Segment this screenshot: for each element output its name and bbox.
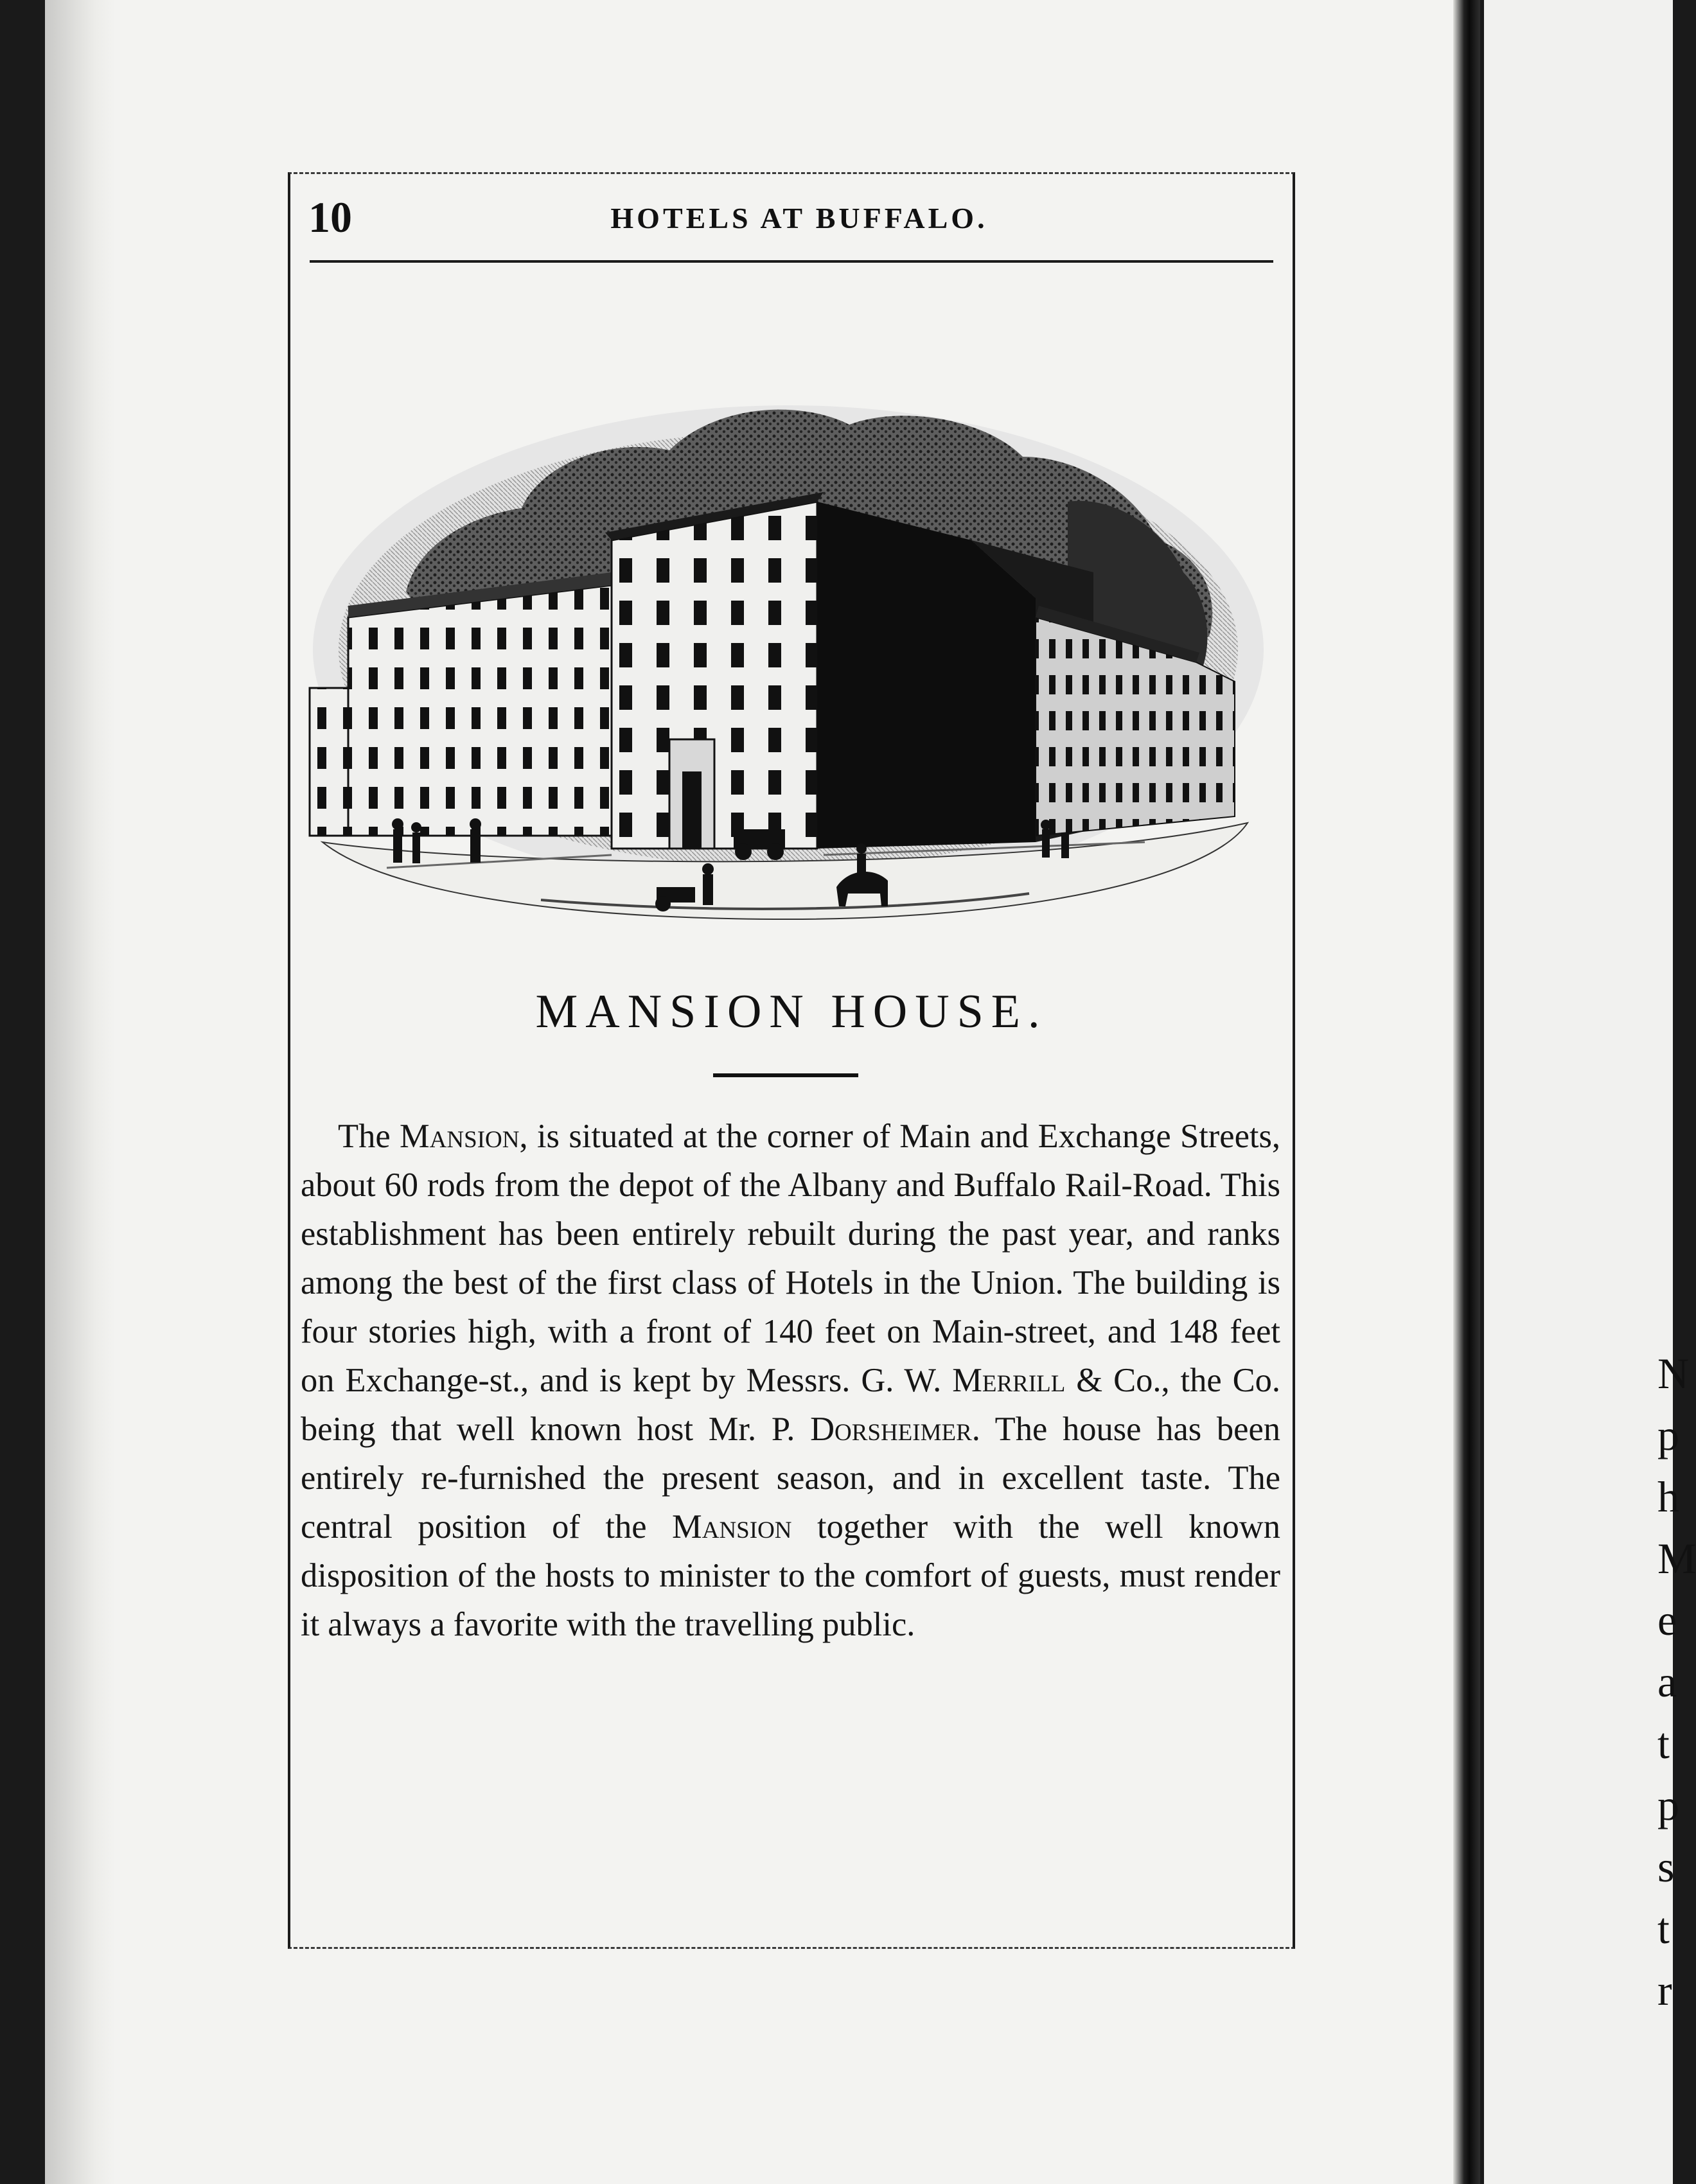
adjacent-letter: s: [1657, 1842, 1675, 1891]
section-title: MANSION HOUSE.: [535, 985, 1048, 1038]
header-rule: [310, 260, 1273, 263]
adjacent-letter: h: [1657, 1472, 1679, 1521]
running-head: [298, 192, 1281, 250]
adjacent-letter: N: [1657, 1349, 1690, 1398]
mansion-house-engraving: [310, 380, 1267, 919]
adjacent-letter: p: [1657, 1411, 1679, 1459]
title-rule: [713, 1073, 858, 1077]
small-caps-name: Mansion: [400, 1118, 520, 1155]
small-caps-name: Mansion: [672, 1508, 792, 1546]
adjacent-letter: p: [1657, 1781, 1679, 1829]
text-segment: together with the well known disposition of the hosts to minister to the comfort of guests, must render it always a favorite with the travelling public.: [301, 1508, 1281, 1643]
page-number: 10: [308, 193, 352, 242]
adjacent-letter: t: [1657, 1719, 1670, 1768]
text-segment: . The house has been entirely re-furnished the present season, and in excellent taste. The central position of the: [301, 1411, 1280, 1546]
text-segment: The: [338, 1118, 400, 1155]
small-caps-name: Merrill: [952, 1362, 1066, 1399]
adjacent-page-letters: [1657, 1343, 1696, 2021]
text-segment: & Co., the Co. being that well known host Mr. P.: [301, 1362, 1281, 1448]
adjacent-letter: t: [1657, 1904, 1670, 1953]
book-gutter: [1453, 0, 1480, 2184]
adjacent-letter: r: [1657, 1966, 1672, 2014]
adjacent-letter: a: [1657, 1657, 1677, 1706]
adjacent-page: [1484, 0, 1696, 2184]
article-body: [301, 1112, 1280, 1649]
adjacent-letter: M: [1657, 1534, 1696, 1583]
text-segment: , is situated at the corner of Main and Exchange Streets, about 60 rods from the depot of the Albany and Buffalo Rail-Road. This establishment has been entirely rebuilt during the past year, and ranks among the best of the first class of Hotels in the Union. The building is four stories high, with a front of 140 feet on Main-street, and 148 feet on Exchange-st., and is kept by Messrs. G. W.: [301, 1118, 1281, 1399]
article-paragraph: [301, 1112, 1280, 1649]
small-caps-name: Dorsheimer: [810, 1411, 972, 1448]
adjacent-letter: e: [1657, 1596, 1677, 1644]
print-area: [288, 172, 1295, 1949]
running-title: HOTELS AT BUFFALO.: [610, 202, 988, 234]
page-edge-shadow: [45, 0, 116, 2184]
